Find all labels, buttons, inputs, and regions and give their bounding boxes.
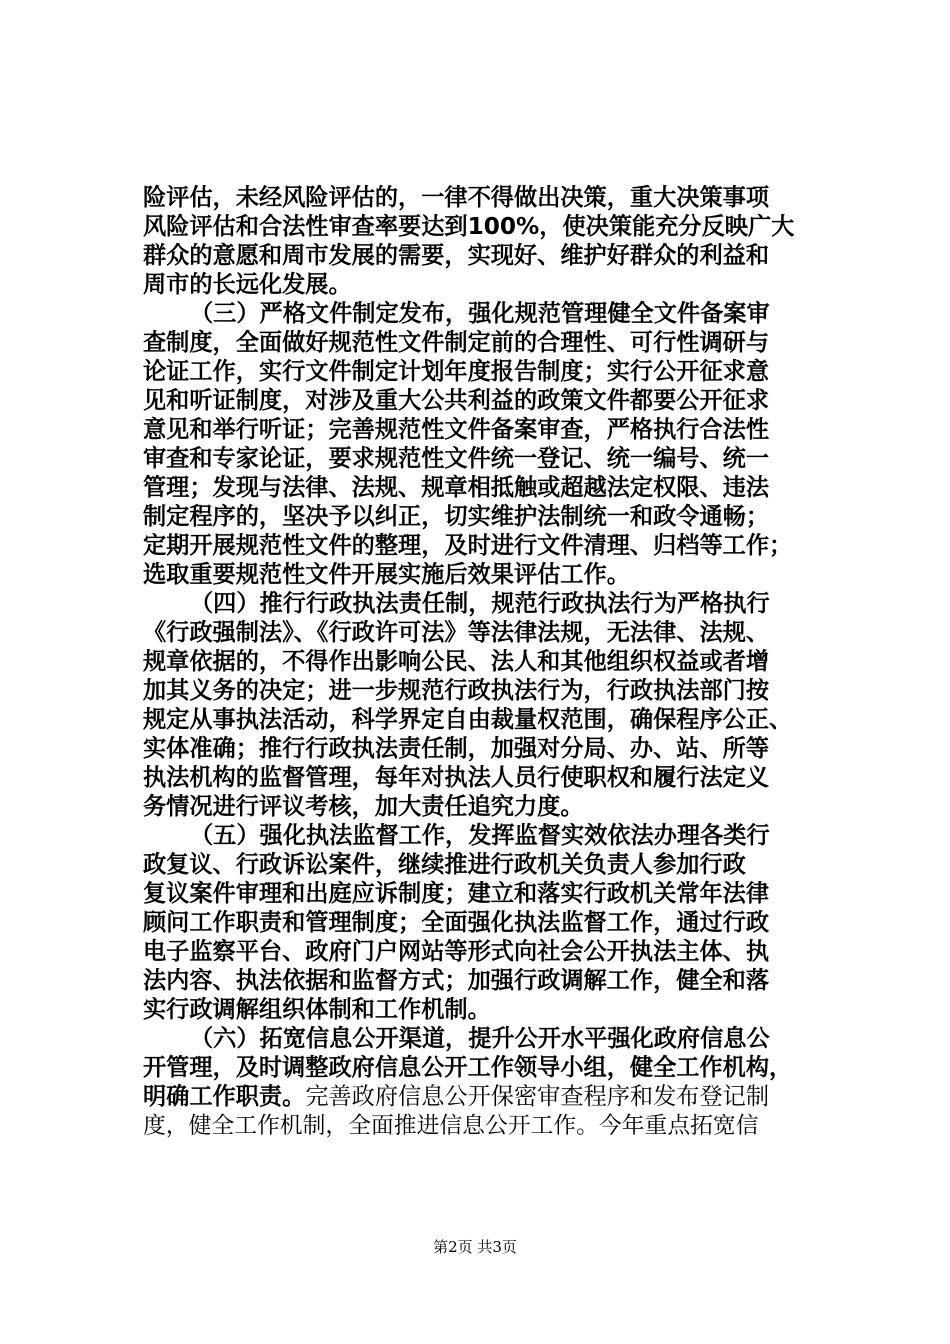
body-text-line: 论证工作，实行文件制定计划年度报告制度；实行公开征求意	[143, 358, 770, 385]
body-text-line: 规章依据的，不得作出影响公民、法人和其他组织权益或者增	[143, 648, 770, 675]
body-text-line: 管理；发现与法律、法规、规章相抵触或超越法定权限、违法	[143, 474, 770, 501]
page-number-footer: 第2页 共3页	[433, 1238, 517, 1256]
body-text-line: 周市的长远化发展。	[143, 271, 352, 298]
body-text-line: 实体准确；推行行政执法责任制，加强对分局、办、站、所等	[143, 735, 770, 762]
body-text-line: 开管理，及时调整政府信息公开工作领导小组，健全工作机构，	[143, 1054, 793, 1081]
section-heading-line: （五）强化执法监督工作，发挥监督实效依法办理各类行	[190, 822, 770, 849]
body-text-line: 意见和举行听证；完善规范性文件备案审查，严格执行合法性	[143, 416, 770, 443]
body-text-line: 审查和专家论证，要求规范性文件统一登记、统一编号、统一	[143, 445, 770, 472]
section-heading-line: （四）推行行政执法责任制，规范行政执法行为严格执行	[190, 590, 770, 617]
body-text-line: 《行政强制法》、《行政许可法》等法律法规，无法律、法规、	[143, 619, 770, 646]
body-text-line: 实行政调解组织体制和工作机制。	[143, 996, 491, 1023]
body-text-line: 险评估，未经风险评估的，一律不得做出决策，重大决策事项	[143, 184, 770, 211]
body-text-line: 政复议、行政诉讼案件，继续推进行政机关负责人参加行政	[143, 851, 746, 878]
body-text-segment: 明确工作职责。	[143, 1083, 306, 1110]
body-text-line: 法内容、执法依据和监督方式；加强行政调解工作，健全和落	[143, 967, 770, 994]
body-text-line: 复议案件审理和出庭应诉制度；建立和落实行政机关常年法律	[143, 880, 770, 907]
body-text-line: 执法机构的监督管理，每年对执法人员行使职权和履行法定义	[143, 764, 770, 791]
body-text-line: 务情况进行评议考核，加大责任追究力度。	[143, 793, 584, 820]
body-text-line	[143, 1082, 833, 1112]
body-text-line: 顾问工作职责和管理制度；全面强化执法监督工作，通过行政	[143, 909, 770, 936]
body-text-line: 选取重要规范性文件开展实施后效果评估工作。	[143, 561, 630, 588]
body-text-line: 群众的意愿和周市发展的需要，实现好、维护好群众的利益和	[143, 242, 770, 269]
section-heading-line: （三）严格文件制定发布，强化规范管理健全文件备案审	[190, 300, 770, 327]
body-text-line: 度，健全工作机制，全面推进信息公开工作。今年重点拓宽信	[143, 1113, 759, 1139]
body-text-line: 见和听证制度，对涉及重大公共利益的政策文件都要公开征求	[143, 387, 770, 414]
body-text-line: 加其义务的决定；进一步规范行政执法行为，行政执法部门按	[143, 677, 770, 704]
body-text-line: 定期开展规范性文件的整理，及时进行文件清理、归档等工作；	[143, 532, 793, 559]
section-heading-line: （六）拓宽信息公开渠道，提升公开水平强化政府信息公	[190, 1025, 770, 1052]
body-text-line: 电子监察平台、政府门户网站等形式向社会公开执法主体、执	[143, 938, 770, 965]
body-text-line: 查制度，全面做好规范性文件制定前的合理性、可行性调研与	[143, 329, 770, 356]
body-text-line: 规定从事执法活动，科学界定自由裁量权范围，确保程序公正、	[143, 706, 793, 733]
body-text-segment-light: 完善政府信息公开保密审查程序和发布登记制	[305, 1083, 770, 1110]
body-text-line: 制定程序的，坚决予以纠正，切实维护法制统一和政令通畅；	[143, 503, 770, 530]
body-text-line: 风险评估和合法性审查率要达到100%，使决策能充分反映广大	[143, 213, 795, 240]
